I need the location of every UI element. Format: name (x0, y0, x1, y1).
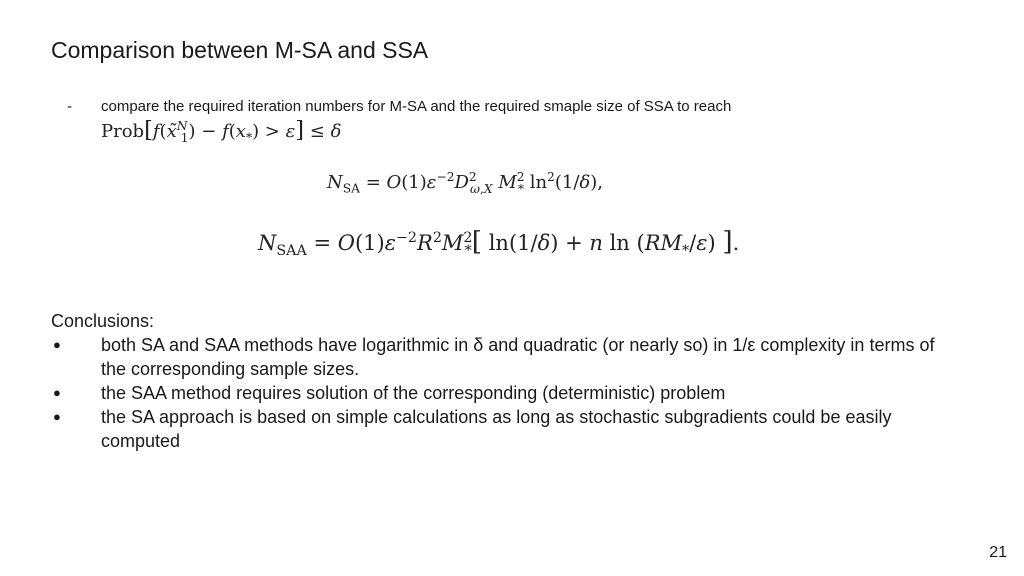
conclusion-text: the SAA method requires solution of the corresponding (deterministic) problem (101, 383, 726, 403)
subpoint-marker: - (67, 98, 72, 115)
page-number: 21 (989, 544, 1007, 561)
bullet-icon: ● (53, 409, 61, 424)
probability-condition-formula: Prob[f(x̃$^N_1$) − $f(x_*) > \varepsilon] \le \delta$ (101, 117, 342, 145)
bullet-icon: ● (53, 337, 61, 352)
list-item (51, 333, 961, 381)
list-item (51, 405, 961, 453)
conclusions-heading: Conclusions: (51, 311, 155, 331)
equation-n-sa: $N_{SA} = O(1)\varepsilon^{-2}D^2_{\omega,X}$ $M^2_*$ $\ln^2(1/\delta)$, (327, 170, 603, 196)
conclusion-text: both SA and SAA methods have logarithmic in δ and quadratic (or nearly so) in 1/ε complexity in terms of the corresponding sample sizes. (101, 335, 935, 379)
equation-n-saa: $N_{SAA} = O(1)\varepsilon^{-2}R^2M^2_*$[ ln(1/δ) + n $\ln (RM_*/\varepsilon)$ ]. (258, 227, 740, 260)
bullet-icon: ● (53, 385, 61, 400)
subpoint-text: compare the required iteration numbers for M-SA and the required smaple size of SSA to reach (101, 98, 732, 115)
slide-title: Comparison between M-SA and SSA (51, 37, 429, 63)
conclusion-text: the SA approach is based on simple calculations as long as stochastic subgradients could be easily computed (101, 407, 892, 451)
conclusions-list (51, 333, 961, 453)
list-item (51, 381, 961, 405)
